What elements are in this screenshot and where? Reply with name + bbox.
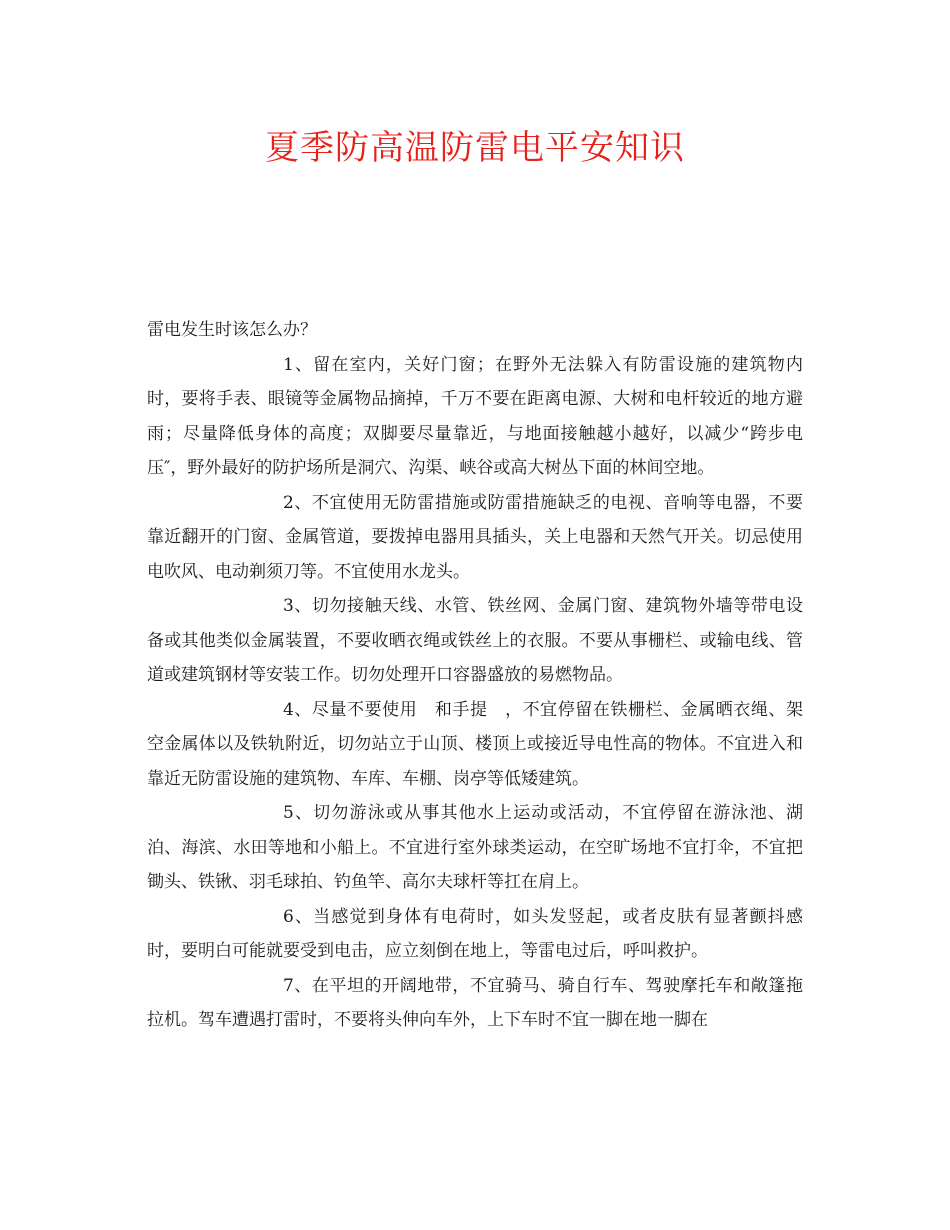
paragraph-item-3: 3、切勿接触天线、水管、铁丝网、金属门窗、建筑物外墙等带电设备或其他类似金属装置，不要收晒衣绳或铁丝上的衣服。不要从事栅栏、或输电线、管道或建筑钢材等安装工作。切勿处理开口容器盛放的易燃物品。	[147, 596, 803, 685]
paragraph-item-7: 7、在平坦的开阔地带，不宜骑马、骑自行车、驾驶摩托车和敞篷拖拉机。驾车遭遇打雷时，不要将头伸向车外，上下车时不宜一脚在地一脚在	[147, 975, 803, 1030]
document-title: 夏季防高温防雷电平安知识	[265, 128, 685, 168]
paragraph-item-2: 2、不宜使用无防雷措施或防雷措施缺乏的电视、音响等电器，不要靠近翻开的门窗、金属管道，要拨掉电器用具插头，关上电器和天然气开关。切忌使用电吹风、电动剃须刀等。不宜使用水龙头。	[147, 492, 803, 582]
paragraph-item-1: 1、留在室内，关好门窗；在野外无法躲入有防雷设施的建筑物内时，要将手表、眼镜等金属物品摘掉，千万不要在距离电源、大树和电杆较近的地方避雨；尽量降低身体的高度；双脚要尽量靠近，与地面接触越小越好，以减少“跨步电压″，野外最好的防护场所是洞穴、沟渠、峡谷或高大树丛下面的林间空地。	[147, 354, 803, 478]
document-body	[147, 313, 803, 1038]
section-question: 雷电发生时该怎么办？	[147, 320, 317, 340]
paragraph-item-4: 4、尽量不要使用 和手提 ，不宜停留在铁栅栏、金属晒衣绳、架空金属体以及铁轨附近，切勿站立于山顶、楼顶上或接近导电性高的物体。不宜进入和靠近无防雷设施的建筑物、车库、车棚、岗亭等低矮建筑。	[147, 699, 803, 789]
paragraph-item-5: 5、切勿游泳或从事其他水上运动或活动，不宜停留在游泳池、湖泊、海滨、水田等地和小船上。不宜进行室外球类运动，在空旷场地不宜打伞，不宜把锄头、铁锹、羽毛球拍、钓鱼竿、高尔夫球杆等扛在肩上。	[147, 803, 803, 892]
paragraph-item-6: 6、当感觉到身体有电荷时，如头发竖起，或者皮肤有显著颤抖感时，要明白可能就要受到电击，应立刻倒在地上，等雷电过后，呼叫救护。	[147, 906, 803, 961]
